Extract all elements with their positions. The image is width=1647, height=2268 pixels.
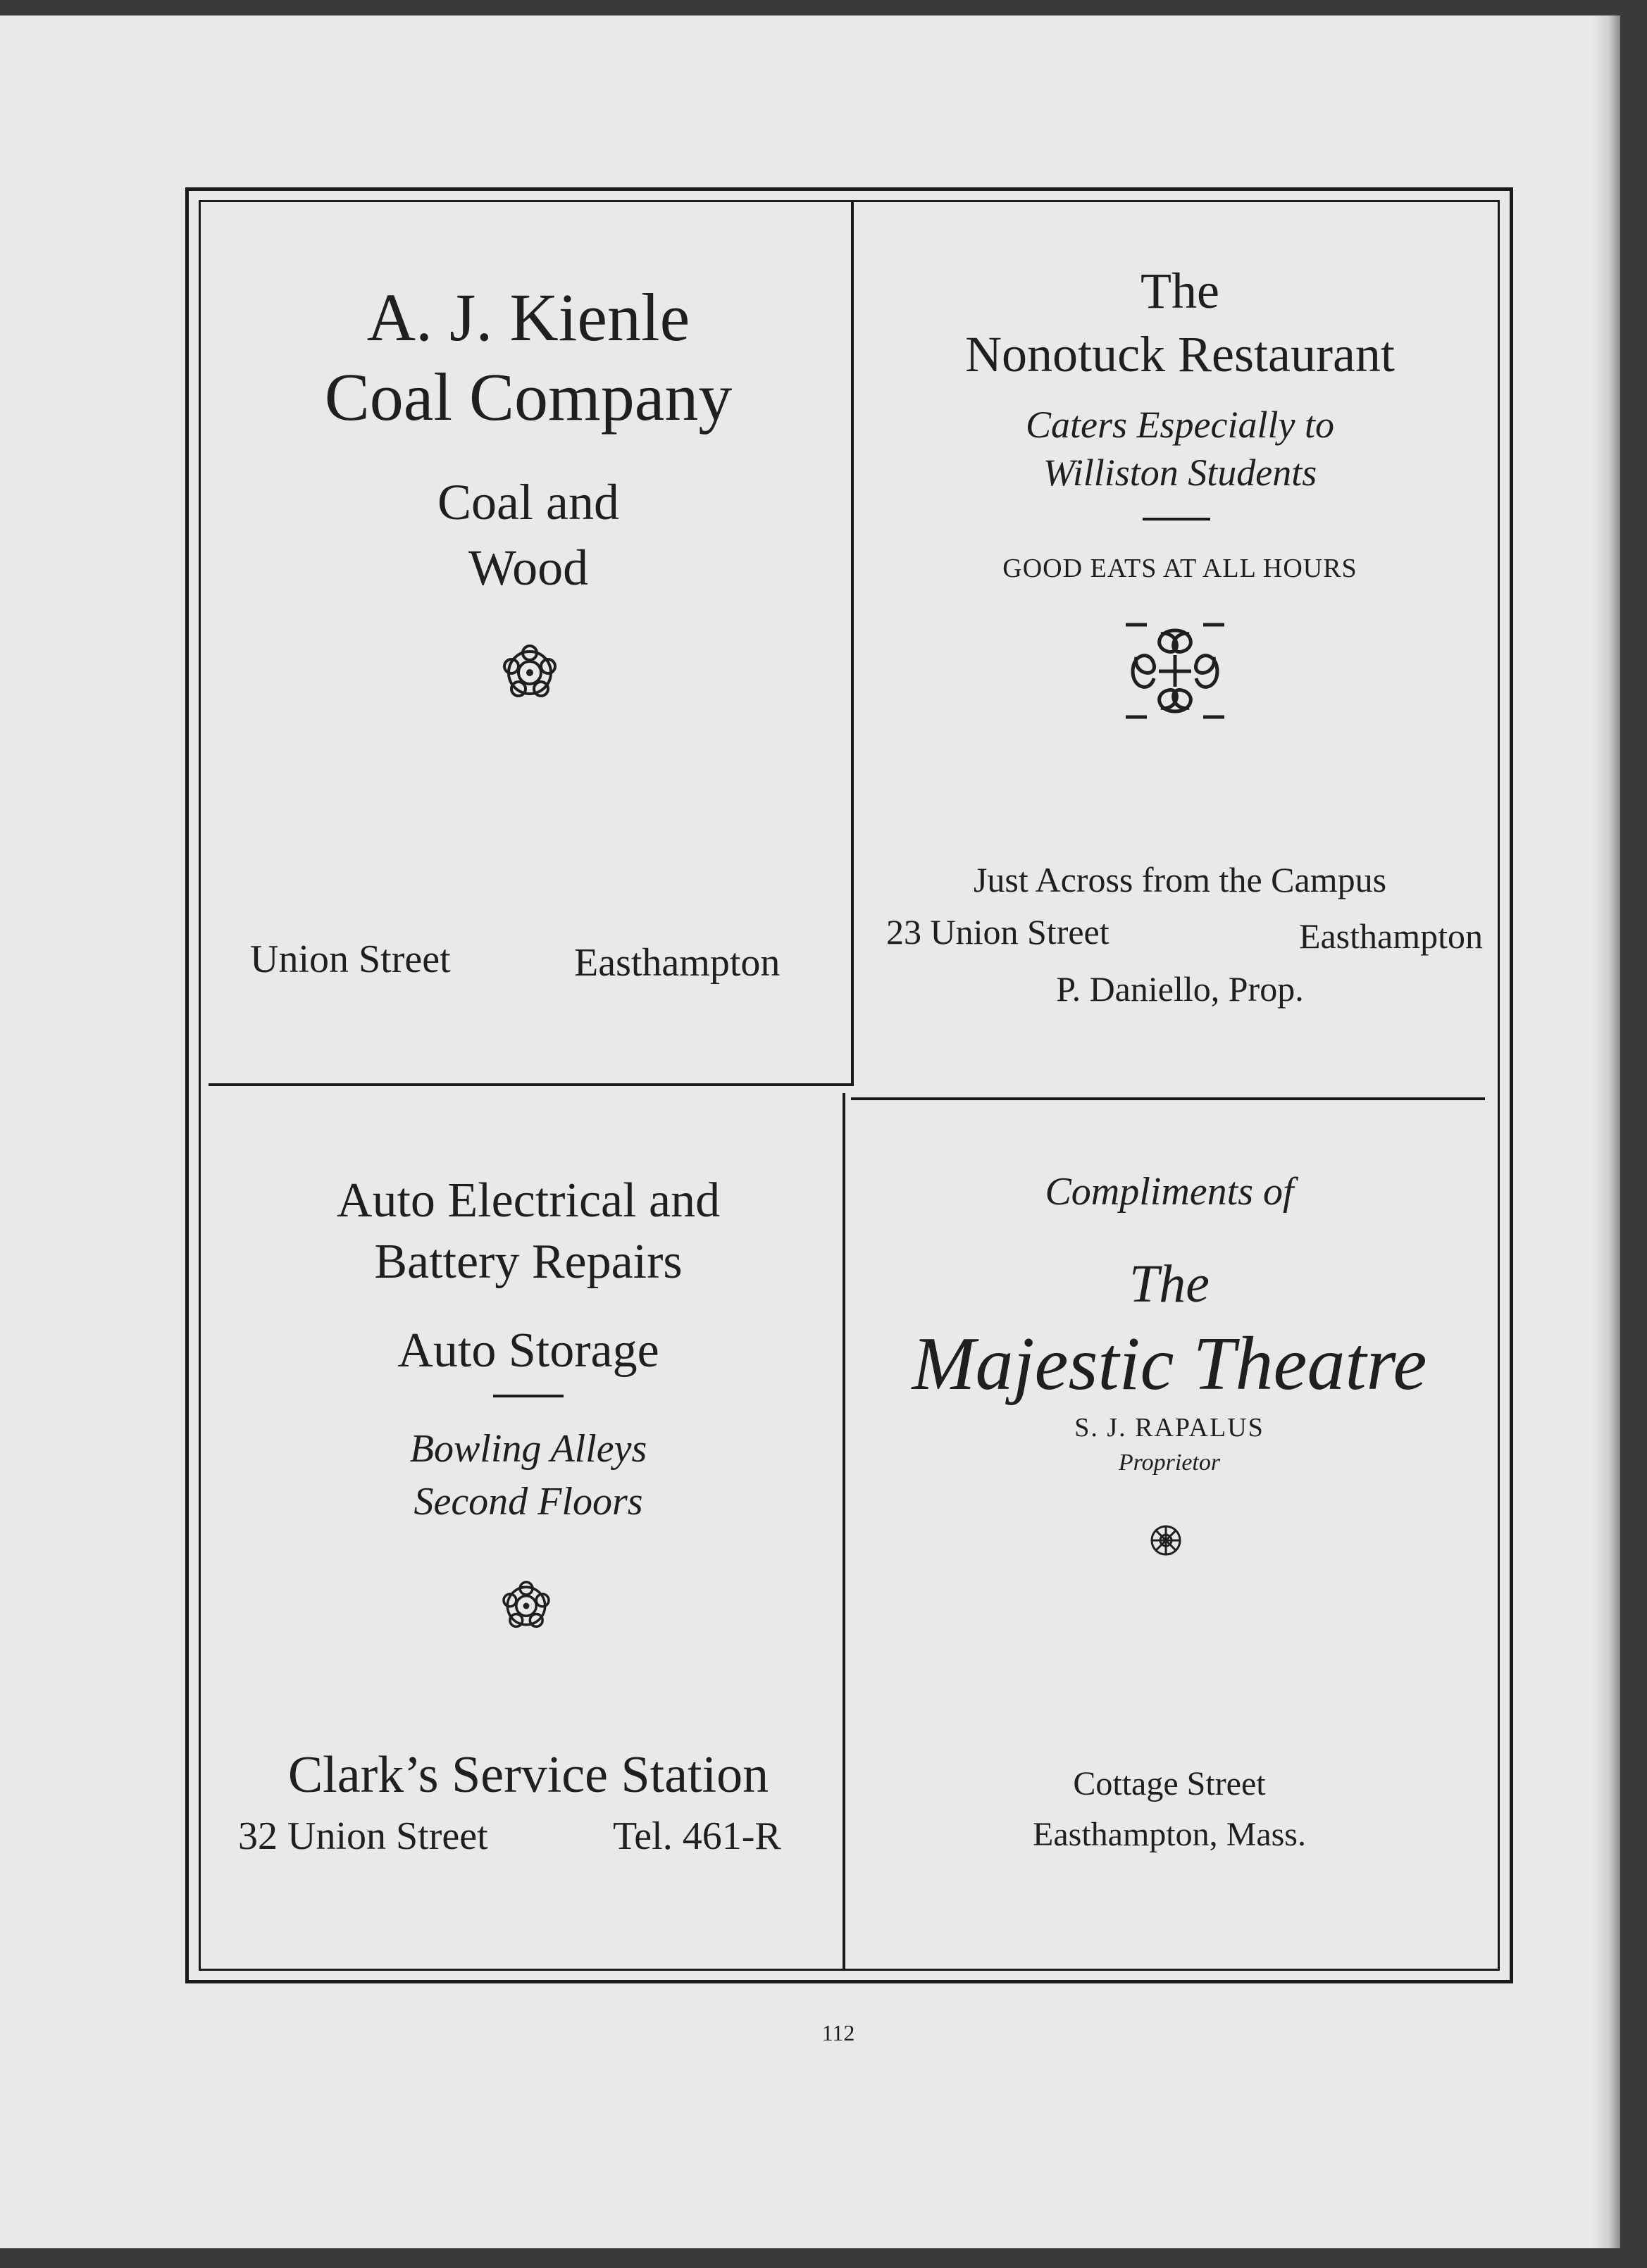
ad-owner: S. J. RAPALUS: [1074, 1413, 1264, 1443]
ad-location: Just Across from the Campus: [973, 860, 1387, 899]
divider-horizontal-right: [851, 1097, 1485, 1100]
ad-street: Cottage Street: [1073, 1765, 1266, 1802]
ad-street: Union Street: [250, 937, 451, 981]
ad-tagline: Caters Especially to: [1026, 404, 1334, 446]
ad-town: Easthampton: [574, 941, 781, 985]
ad-service: Battery Repairs: [374, 1235, 683, 1289]
ad-owner-title: Proprietor: [1118, 1450, 1221, 1476]
ad-street: 23 Union Street: [886, 912, 1110, 952]
ad-title: Coal Company: [324, 359, 733, 435]
divider-horizontal-left: [209, 1083, 851, 1086]
ad-product: Coal and: [437, 474, 619, 530]
ad-storage: Auto Storage: [397, 1323, 659, 1378]
ad-the: The: [1141, 263, 1219, 319]
separator-rule: [493, 1395, 564, 1397]
separator-rule: [1143, 518, 1210, 521]
ad-title: A. J. Kienle: [366, 280, 690, 355]
ad-title: Majestic Theatre: [912, 1322, 1427, 1406]
scroll-ornament: [1119, 616, 1231, 725]
ad-phone: Tel. 461-R: [613, 1814, 781, 1858]
divider-vertical-top: [851, 201, 854, 1086]
ad-title: Clark’s Service Station: [287, 1746, 769, 1804]
flower-ornament: [1148, 1523, 1183, 1558]
rosette-ornament: [502, 641, 558, 704]
ad-slogan: GOOD EATS AT ALL HOURS: [1002, 554, 1357, 583]
rosette-ornament: [498, 1578, 554, 1634]
ad-bowling: Second Floors: [414, 1480, 643, 1524]
ad-street: 32 Union Street: [238, 1814, 488, 1858]
page-edge: [1592, 15, 1620, 2248]
ad-compliments: Compliments of: [1045, 1170, 1294, 1214]
ad-service: Auto Electrical and: [336, 1173, 721, 1228]
ad-proprietor: P. Daniello, Prop.: [1056, 969, 1304, 1009]
ad-town: Easthampton: [1298, 916, 1483, 956]
ad-tagline: Williston Students: [1043, 451, 1317, 494]
ad-the: The: [1129, 1254, 1210, 1314]
ad-title: Nonotuck Restaurant: [965, 326, 1395, 382]
ad-town: Easthampton, Mass.: [1033, 1816, 1306, 1853]
ad-bowling: Bowling Alleys: [409, 1427, 647, 1471]
ad-product: Wood: [468, 540, 589, 596]
page-number: 112: [821, 2020, 855, 2045]
